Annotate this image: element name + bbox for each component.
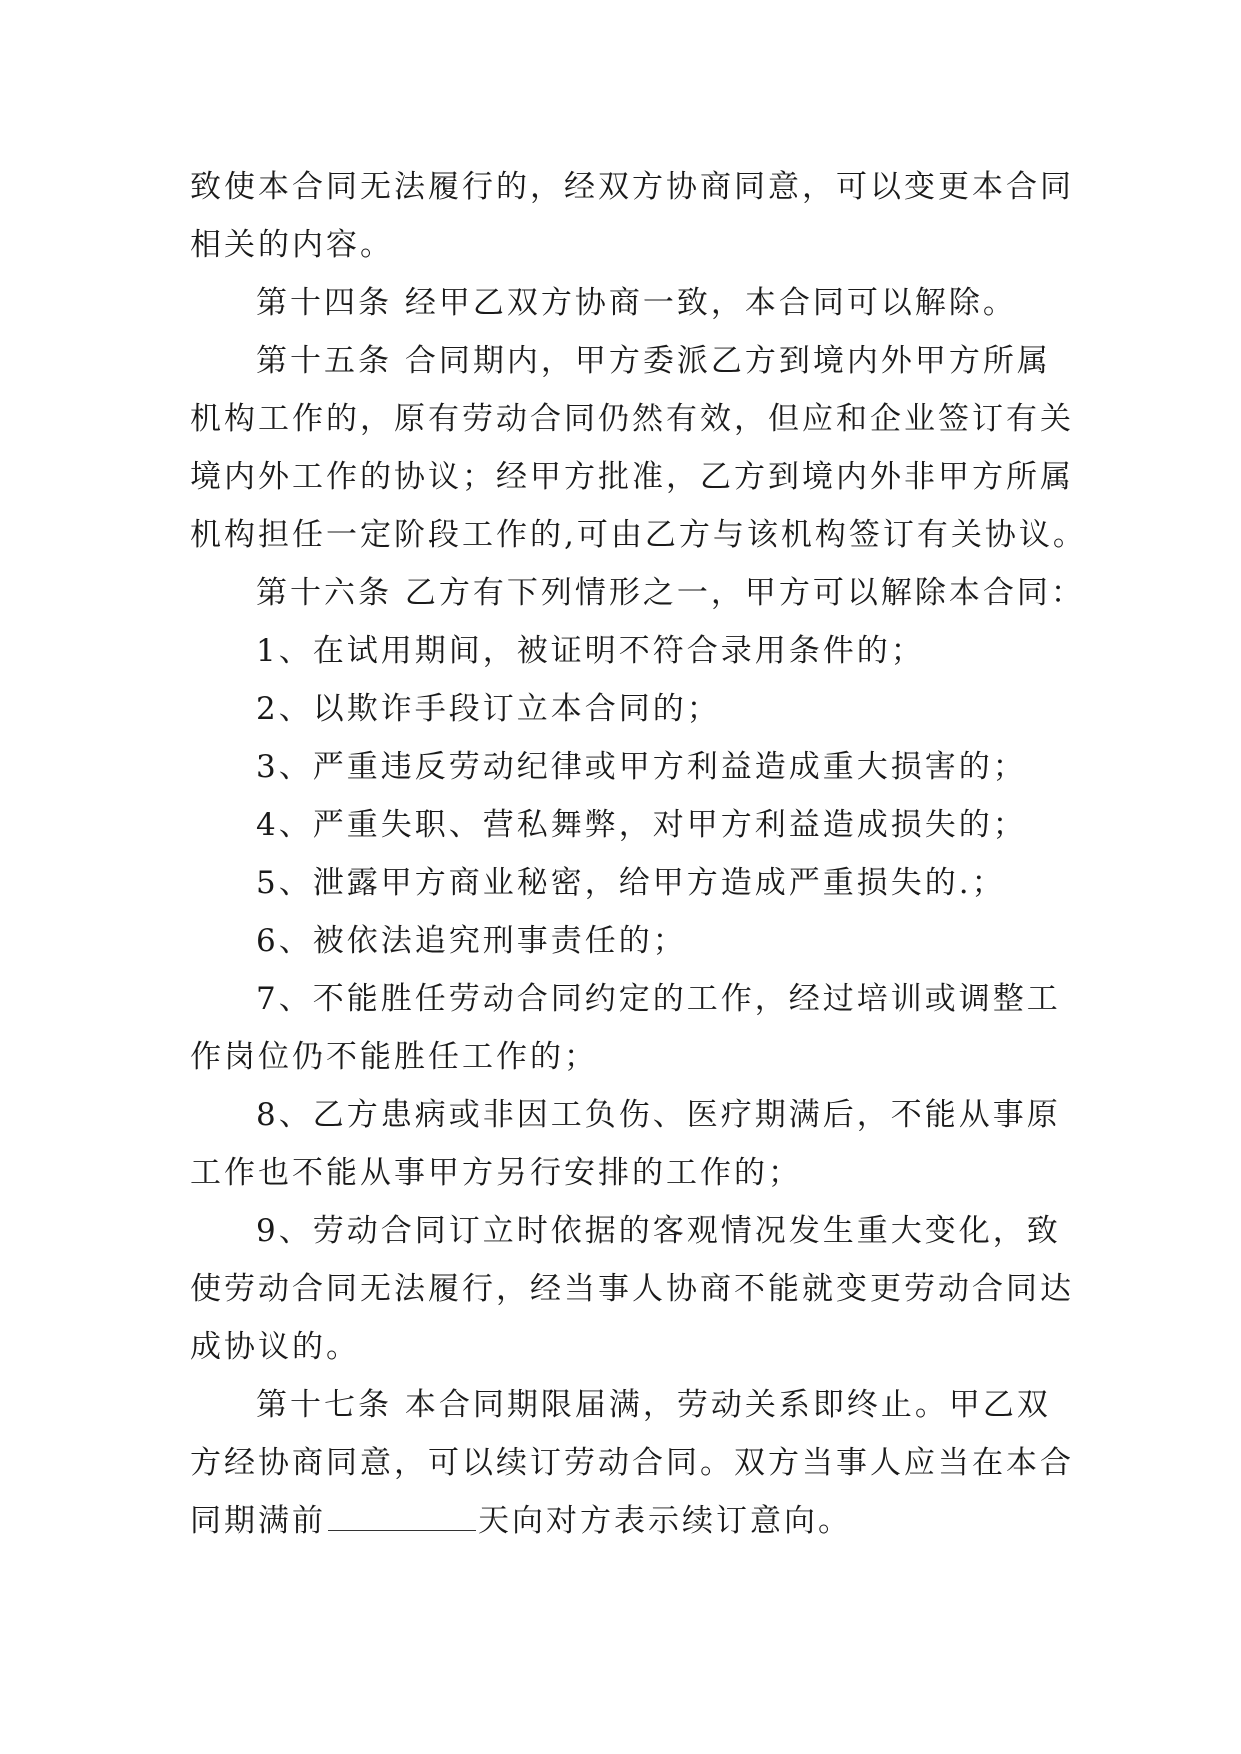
text-line: 成协议的。 [190,1329,360,1365]
text-line: 境内外工作的协议；经甲方批准，乙方到境内外非甲方所属 [190,459,1074,495]
text-line: 方经协商同意，可以续订劳动合同。双方当事人应当在本合 [190,1445,1074,1481]
text-line-with-blank [190,1492,1060,1550]
list-item: 9、劳动合同订立时依据的客观情况发生重大变化，致 [256,1213,1061,1249]
list-item: 6、被依法追究刑事责任的； [256,923,687,959]
list-item: 3、严重违反劳动纪律或甲方利益造成重大损害的； [256,749,1027,785]
text-line: 机构担任一定阶段工作的,可由乙方与该机构签订有关协议。 [190,517,1087,553]
text-after-blank: 天向对方表示续订意向。 [478,1503,852,1539]
list-item: 4、严重失职、营私舞弊，对甲方利益造成损失的； [256,807,1027,843]
text-line: 致使本合同无法履行的，经双方协商同意，可以变更本合同 [190,169,1074,205]
article-17: 第十七条 本合同期限届满，劳动关系即终止。甲乙双 [256,1387,1051,1423]
text-line: 作岗位仍不能胜任工作的； [190,1039,598,1075]
text-line: 相关的内容。 [190,227,394,263]
text-line: 机构工作的，原有劳动合同仍然有效，但应和企业签订有关 [190,401,1074,437]
list-item: 1、在试用期间，被证明不符合录用条件的； [256,633,925,669]
fill-in-blank[interactable] [328,1500,476,1531]
article-14: 第十四条 经甲乙双方协商一致，本合同可以解除。 [256,285,1017,321]
list-item: 5、泄露甲方商业秘密，给甲方造成严重损失的.； [256,865,1006,901]
text-line: 工作也不能从事甲方另行安排的工作的； [190,1155,802,1191]
list-item: 8、乙方患病或非因工负伤、医疗期满后，不能从事原 [256,1097,1061,1133]
text-line: 使劳动合同无法履行，经当事人协商不能就变更劳动合同达 [190,1271,1074,1307]
article-15: 第十五条 合同期内，甲方委派乙方到境内外甲方所属 [256,343,1051,379]
text-before-blank: 同期满前 [190,1503,326,1539]
article-16: 第十六条 乙方有下列情形之一，甲方可以解除本合同： [256,575,1085,611]
list-item: 2、以欺诈手段订立本合同的； [256,691,721,727]
document-body [190,158,1087,1550]
list-item: 7、不能胜任劳动合同约定的工作，经过培训或调整工 [256,981,1061,1017]
